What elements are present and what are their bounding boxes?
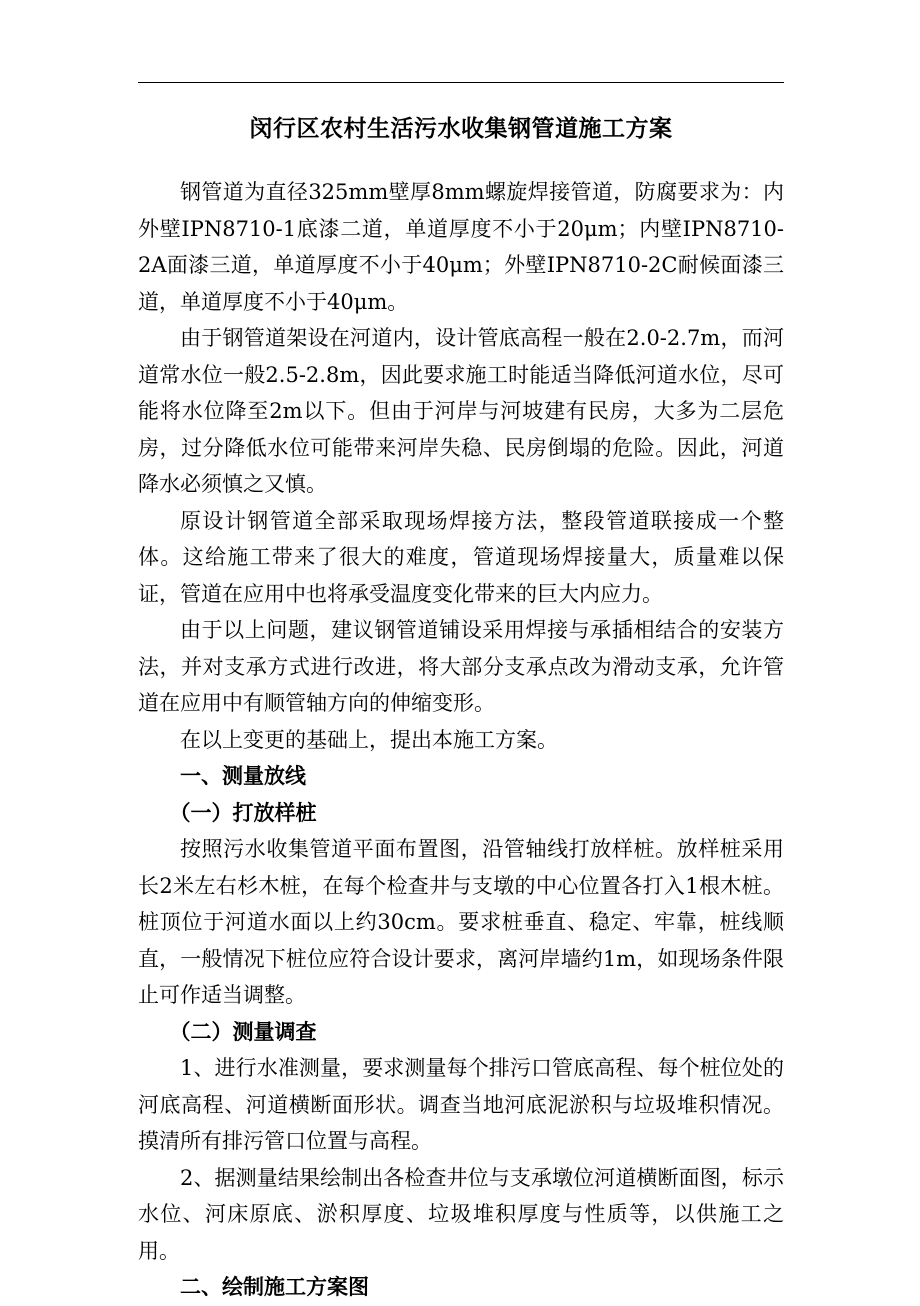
paragraph-pipe-spec: 钢管道为直径325mm壁厚8mm螺旋焊接管道，防腐要求为：内外壁IPN8710-1底漆二道，单道厚度不小于20μm；内壁IPN8710-2A面漆三道，单道厚度不小于40μm；外壁IPN8710-2C耐候面漆三道，单道厚度不小于40μm。 bbox=[138, 180, 784, 314]
paragraph-intro: 在以上变更的基础上，提出本施工方案。 bbox=[180, 727, 558, 752]
paragraph-stakes: 按照污水收集管道平面布置图，沿管轴线打放样桩。放样桩采用长2米左右杉木桩，在每个检查井与支墩的中心位置各打入1根木桩。桩顶位于河道水面以上约30cm。要求桩垂直、稳定、牢靠，桩线顺直，一般情况下桩位应符合设计要求，离河岸墙约1m，如现场条件限止可作适当调整。 bbox=[138, 837, 784, 1007]
paragraph-proposal: 由于以上问题，建议钢管道铺设采用焊接与承插相结合的安装方法，并对支承方式进行改进，将大部分支承点改为滑动支承，允许管道在应用中有顺管轴方向的伸缩变形。 bbox=[138, 618, 784, 715]
document-page bbox=[138, 0, 784, 1302]
document-title: 闵行区农村生活污水收集钢管道施工方案 bbox=[249, 115, 673, 142]
list-item-leveling: 1、进行水准测量，要求测量每个排污口管底高程、每个桩位处的河底高程、河道横断面形状。调查当地河底泥淤积与垃圾堆积情况。摸清所有排污管口位置与高程。 bbox=[138, 1056, 784, 1153]
paragraph-water-level: 由于钢管道架设在河道内，设计管底高程一般在2.0-2.7m，而河道常水位一般2.5-2.8m，因此要求施工时能适当降低河道水位，尽可能将水位降至2m以下。但由于河岸与河坡建有民房，大多为二层危房，过分降低水位可能带来河岸失稳、民房倒塌的危险。因此，河道降水必须慎之又慎。 bbox=[138, 326, 784, 496]
paragraph-original-design: 原设计钢管道全部采取现场焊接方法，整段管道联接成一个整体。这给施工带来了很大的难度，管道现场焊接量大，质量难以保证，管道在应用中也将承受温度变化带来的巨大内应力。 bbox=[138, 508, 784, 606]
section-heading-drawings: 二、绘制施工方案图 bbox=[180, 1274, 369, 1299]
list-item-cross-section: 2、据测量结果绘制出各检查井位与支承墩位河道横断面图，标示水位、河床原底、淤积厚度、垃圾堆积厚度与性质等，以供施工之用。 bbox=[138, 1165, 784, 1263]
document-body bbox=[138, 174, 784, 1306]
subsection-heading-investigation: （二）测量调查 bbox=[169, 1018, 317, 1044]
subsection-heading-stakes: （一）打放样桩 bbox=[169, 799, 317, 825]
header-rule bbox=[138, 82, 784, 83]
section-heading-survey: 一、测量放线 bbox=[180, 763, 306, 788]
